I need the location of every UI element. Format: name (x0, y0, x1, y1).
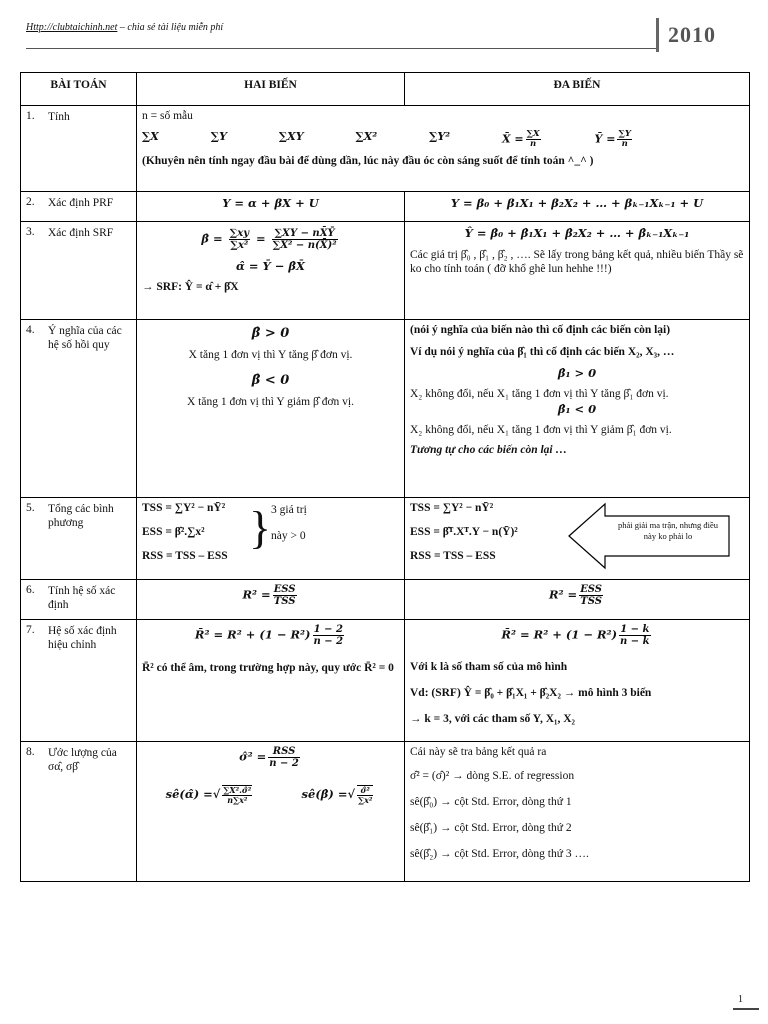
alpha-hat-formula: α̂ = Ȳ − β̂X̄ (236, 259, 305, 273)
row-title: Tính (48, 111, 70, 123)
beta1-positive-text: X₂ không đổi, nếu X₁ tăng 1 đơn vị thì Y tăng β̂₁ đơn vị. (410, 388, 669, 400)
advice-text: (Khuyên nên tính ngay đầu bài để dùng dần, lúc này đầu óc còn sáng suốt để tính toán ^_^ ) (142, 155, 594, 167)
table-row (21, 498, 750, 580)
multi-note: (nói ý nghĩa của biến nào thì cố định các biến còn lại) (410, 324, 671, 336)
rest-note: Tương tự cho các biến còn lại … (410, 444, 567, 456)
adj-r2-formula: R̄² = R² + (1 − R²) $\frac{1 - 2}{n - 2}$ (194, 624, 344, 647)
arrow-callout-text: phải giải ma trận, nhưng điều này ko phải lo (618, 520, 718, 541)
table-row (21, 192, 750, 222)
sum-squares-two-var (137, 498, 405, 580)
beta-negative-text: X tăng 1 đơn vị thì Y giảm β̂ đơn vị. (187, 396, 354, 408)
header-source-link[interactable] (26, 22, 223, 33)
sum-xy: ∑XY (278, 130, 304, 143)
positive-note-2: này > 0 (271, 530, 306, 542)
sum-list (142, 130, 744, 149)
compute-cell (137, 106, 750, 192)
beta-positive: β̂ > 0 (251, 326, 290, 341)
table-row (21, 742, 750, 882)
row-label: 3. Xác định SRF (21, 222, 137, 320)
row-label: 5. Tổng các bình phương (21, 498, 137, 580)
tss-formula: TSS = ∑Y² − nȲ² (142, 502, 226, 514)
formula-table (20, 72, 750, 882)
table-row (21, 580, 750, 620)
se-alpha-formula: sê(α̂) =√ $\frac{\text{∑X².σ̂²}}{\text{n∑x²}}$ (165, 785, 252, 805)
se-beta0-lookup: sê(β̂₀) → cột Std. Error, dòng thứ 1 (410, 796, 572, 808)
beta-negative: β̂ < 0 (251, 373, 290, 388)
prf-multi-var: Y = β₀ + β₁X₁ + β₂X₂ + … + βₖ₋₁Xₖ₋₁ + U (405, 192, 750, 222)
srf-example: Vd: (SRF) Ŷ = β̂₀ + β̂₁X₁ + β̂₂X₂ → mô hình 3 biến (410, 687, 652, 699)
table-row (21, 320, 750, 498)
sample-size-def: n = số mẫu (142, 110, 193, 122)
table-header-row (21, 73, 750, 106)
xbar-formula: X̄ = $\frac{\sum X}{n}$ (502, 129, 540, 149)
beta1-negative-text: X₂ không đổi, nếu X₁ tăng 1 đơn vị thì Y giảm β̂₁ đơn vị. (410, 424, 672, 436)
srf-formula: → SRF: Ŷ = α̂ + β̂X (142, 281, 239, 293)
coef-meaning-two-var (137, 320, 405, 498)
source-suffix: – chia sẻ tài liệu miễn phí (117, 22, 224, 33)
beta-positive-text: X tăng 1 đơn vị thì Y tăng β̂ đơn vị. (188, 349, 353, 361)
source-url[interactable]: Http://clubtaichinh.net (26, 22, 118, 33)
brace-symbol: } (249, 502, 272, 553)
se-beta-formula: sê(β̂) =√ $\frac{\text{σ̂²}}{\text{∑x²}}$ (301, 785, 373, 805)
multi-rss: RSS = TSS – ESS (410, 550, 496, 562)
sum-x2: ∑X² (355, 130, 378, 143)
se-beta1-lookup: sê(β̂₁) → cột Std. Error, dòng thứ 2 (410, 822, 572, 834)
table-row (21, 106, 750, 192)
multi-example: Ví dụ nói ý nghĩa của β̂₁ thì cố định các biến X₂, X₃, … (410, 346, 675, 358)
adj-r2-note: R̄² có thể âm, trong trường hợp này, quy ước R̄² = 0 (142, 662, 394, 674)
sum-y2: ∑Y² (429, 130, 451, 143)
table-row (21, 222, 750, 320)
row-label: 2. Xác định PRF (21, 192, 137, 222)
adj-r2-two-var (137, 620, 405, 742)
adj-r2-multi-var (405, 620, 750, 742)
table-row (21, 620, 750, 742)
k-equals-3: → k = 3, với các tham số Y, X₁, X₂ (410, 713, 575, 725)
prf-two-var: Y = α + βX + U (137, 192, 405, 222)
r2-two-var: R² = $\frac{\text{ESS}}{\text{TSS}}$ (137, 580, 405, 620)
row-label: 6. Tính hệ số xác định (21, 580, 137, 620)
coef-meaning-multi-var (405, 320, 750, 498)
header-year: 2010 (668, 22, 716, 47)
sum-squares-multi-var (405, 498, 750, 580)
sigma-formula: σ̂² = $\frac{\text{RSS}}{n - 2}$ (239, 746, 299, 769)
row-label (21, 106, 137, 192)
rss-formula: RSS = TSS – ESS (142, 550, 228, 562)
estimates-multi-var (405, 742, 750, 882)
srf-multi-formula: Ŷ = β̂₀ + β̂₁X₁ + β̂₂X₂ + … + β̂ₖ₋₁Xₖ₋₁ (464, 226, 690, 240)
col-header-two-var: HAI BIẾN (137, 73, 405, 106)
r2-multi-var: R² = $\frac{\text{ESS}}{\text{TSS}}$ (405, 580, 750, 620)
srf-multi-var (405, 222, 750, 320)
row-label: 4. Ý nghĩa của các hệ số hồi quy (21, 320, 137, 498)
row-number: 1. (26, 110, 35, 122)
adj-r2-multi-formula: R̄² = R² + (1 − R²) $\frac{1 - k}{n - k}$ (501, 624, 650, 647)
positive-note-1: 3 giá trị (271, 504, 307, 516)
sigma-lookup: σ̂² = (σ̂)² → dòng S.E. of regression (410, 770, 575, 782)
beta1-negative: β̂₁ < 0 (557, 402, 597, 416)
header-year-bar (656, 18, 659, 52)
multi-tss: TSS = ∑Y² − nȲ² (410, 502, 494, 514)
estimates-two-var (137, 742, 405, 882)
page-number-rule (733, 1008, 759, 1010)
multi-ess: ESS = β̂ᵀ.Xᵀ.Y − n(Ȳ)² (410, 526, 518, 538)
ybar-formula: Ȳ = $\frac{\sum Y}{n}$ (594, 129, 631, 149)
se-beta2-lookup: sê(β̂₂) → cột Std. Error, dòng thứ 3 …. (410, 848, 589, 860)
srf-multi-note: Các giá trị β̂₀ , β̂₁ , β̂₂ , …. Sẽ lấy trong bảng kết quả, nhiều biến Thầy sẽ ko cho tính toán ( đỡ khổ ghê lun hehhe !!!) (410, 249, 744, 275)
col-header-multi-var: ĐA BIẾN (405, 73, 750, 106)
sum-y: ∑Y (210, 130, 227, 143)
header-rule (26, 48, 656, 49)
row-label: 7. Hệ số xác định hiệu chỉnh (21, 620, 137, 742)
k-definition: Với k là số tham số của mô hình (410, 661, 568, 673)
beta-hat-formula: β̂ = $\frac{\sum xy}{\text{∑x²}}$ = $\frac{\sum XY - nX̄Ȳ}{\text{∑X² − n(X̄)²}}$ (201, 228, 337, 251)
row-label: 8. Ước lượng của σα̂, σβ̂ (21, 742, 137, 882)
col-header-problem: BÀI TOÁN (21, 73, 137, 106)
srf-two-var (137, 222, 405, 320)
ess-formula: ESS = β̂².∑x² (142, 526, 205, 538)
page-number: 1 (738, 994, 743, 1005)
beta1-positive: β̂₁ > 0 (557, 366, 597, 380)
lookup-note: Cái này sẽ tra bảng kết quả ra (410, 746, 547, 758)
sum-x: ∑X (142, 130, 159, 143)
